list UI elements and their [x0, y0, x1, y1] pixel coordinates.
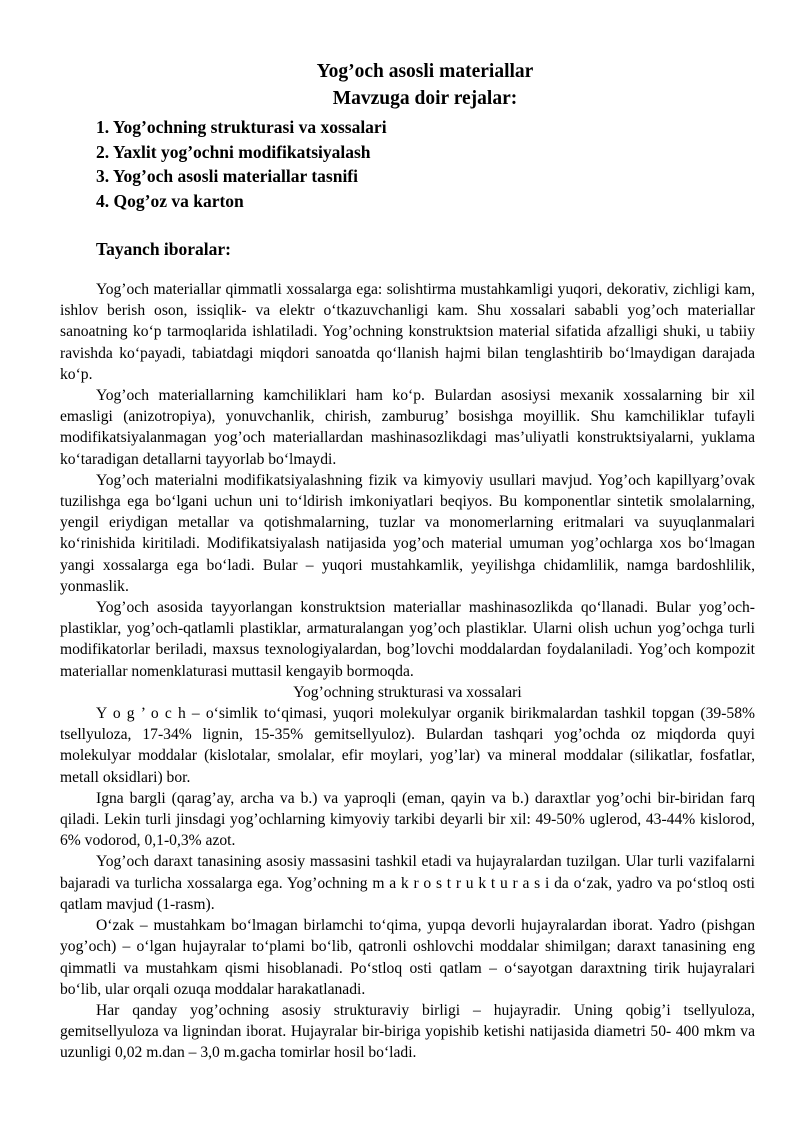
- paragraph: Yog’och materiallar qimmatli xossalarga ega: solishtirma mustahkamligi yuqori, dekorativ, zichligi kam, ishlov berish oson, issiqlik- va elektr o‘tkazuvchanligi kam. Shu xossalari sababli yog’och materiallar sanoatning ko‘p tarmoqlarida ishlatiladi. Yog’ochning konstruktsion material sifatida afzalligi shuki, u tabiiy ravishda ko‘payadi, tabiatdagi miqdori sanoatda qo‘llanish hajmi bilan tenglashtirib bo‘lmaydigan darajada ko‘p.: [60, 281, 755, 383]
- paragraph: O‘zak – mustahkam bo‘lmagan birlamchi to‘qima, yupqa devorli hujayralardan iborat. Yadro (pishgan yog’och) – o‘lgan hujayralar to‘plami bo‘lib, qatronli oshlovchi moddalar shimilgan; daraxt tanasining eng qimmatli va mustahkam qismi hisoblanadi. Po‘stloq osti qatlam – o‘sayotgan daraxtning tirik hujayralari bo‘lib, ular orqali ozuqa moddalar harakatlanadi.: [60, 917, 755, 998]
- spaced-term: m a k r o s t r u k t u r a s i: [372, 874, 550, 892]
- key-terms-heading: Tayanch iboralar:: [96, 239, 231, 259]
- plan-item: 3. Yog’och asosli materiallar tasnifi: [96, 166, 358, 186]
- plan-item: 2. Yaxlit yog’ochni modifikatsiyalash: [96, 141, 371, 162]
- paragraph-text: Yog’och daraxt tanasining asosiy massasini tashkil etadi va hujayralardan tuzilgan. Ular turli vazifalarni bajaradi va turlicha xossalarga ega. Yog’ochning: [60, 853, 755, 892]
- body-text: [60, 279, 755, 1064]
- plan-heading: Mavzuga doir rejalar:: [332, 88, 518, 109]
- paragraph: Igna bargli (qarag’ay, archa va b.) va yaproqli (eman, qayin va b.) daraxtlar yog’ochi bir-biridan farq qiladi. Lekin turli jinsdagi yog’ochlarning kimyoviy tarkibi deyarli bir xil: 49-50% uglerod, 43-44% kislorod, 6% vodorod, 0,1-0,3% azot.: [60, 789, 755, 850]
- paragraph: Yog’och materialni modifikatsiyalashning fizik va kimyoviy usullari mavjud. Yog’och kapillyarg’ovak tuzilishga ega bo‘lgani uchun uni to‘ldirish imkoniyatlari beqiyos. Bu komponentlar sintetik smolalarning, yengil eriydigan metallar va qotishmalarning, tuzlar va monomerlarning eritmalari va suyuqlanmalari ko‘rinishida kiritiladi. Modifikatsiyalash natijasida yog’och material umuman yog’ochlarga xos bo‘lmagan yangi xossalarga ega bo‘ladi. Bular – yuqori mustahkamlik, yeyilishga chidamlilik, namga bardoshlilik, yonmaslik.: [60, 471, 755, 595]
- plan-list: [60, 115, 755, 213]
- plan-item: 1. Yog’ochning strukturasi va xossalari: [96, 117, 387, 137]
- paragraph-text: da o‘zak, yadro va po‘stloq osti qatlam mavjud (1-rasm).: [60, 874, 755, 913]
- paragraph: Har qanday yog’ochning asosiy strukturaviy birligi – hujayradir. Uning qobig’i tsellyuloza, gemitsellyuloza va lignindan iborat. Hujayralar bir-biriga yopishib ketishi natijasida diametri 50- 400 mkm va uzunligi 0,02 m.dan – 3,0 m.gacha tomirlar hosil bo‘ladi.: [60, 1001, 755, 1062]
- paragraph: Yog’och asosida tayyorlangan konstruktsion materiallar mashinasozlikda qo‘llanadi. Bular yog’och-plastiklar, yog’och-qatlamli plastiklar, armaturalangan yog’och plastiklar. Ularni olish uchun yog’ochga turli modifikatorlar beriladi, maxsus texnologiyalardan, bog’lovchi moddalardan foydalaniladi. Yog’och kompozit materiallar nomenklaturasi muttasil kengayib bormoqda.: [60, 599, 755, 680]
- paragraph: Yog’och materiallarning kamchiliklari ham ko‘p. Bulardan asosiysi mexanik xossalarning bir xil emasligi (anizotropiya), yonuvchanlik, chirish, zamburug’ bosishga moyillik. Shu kamchiliklar tufayli modifikatsiyalanmagan yog’och materiallardan mashinasozlikdagi mas’uliyatli konstruktsiyalarni, yuklama ko‘taradigan detallarni tayyorlab bo‘lmaydi.: [60, 387, 755, 468]
- paragraph-text: – o‘simlik to‘qimasi, yuqori molekulyar organik birikmalardan tashkil topgan (39-58% tsellyuloza, 17-34% lignin, 15-35% gemitsellyuloz). Bulardan tashqari yog’ochda oz miqdorda quyi molekulyar moddalar (kislotalar, smolalar, efir moylari, yog’lar) va mineral moddalar (silikatlar, fosfatlar, metall oksidlari) bor.: [60, 705, 755, 786]
- document-page: [60, 58, 755, 1064]
- section-title: Yog’ochning strukturasi va xossalari: [293, 683, 522, 701]
- plan-item: 4. Qog’oz va karton: [96, 190, 244, 211]
- spaced-term: Y o g ’ o c h: [96, 705, 186, 723]
- document-title: Yog’och asosli materiallar: [316, 61, 534, 82]
- paragraph: [60, 851, 755, 915]
- paragraph: [60, 703, 755, 788]
